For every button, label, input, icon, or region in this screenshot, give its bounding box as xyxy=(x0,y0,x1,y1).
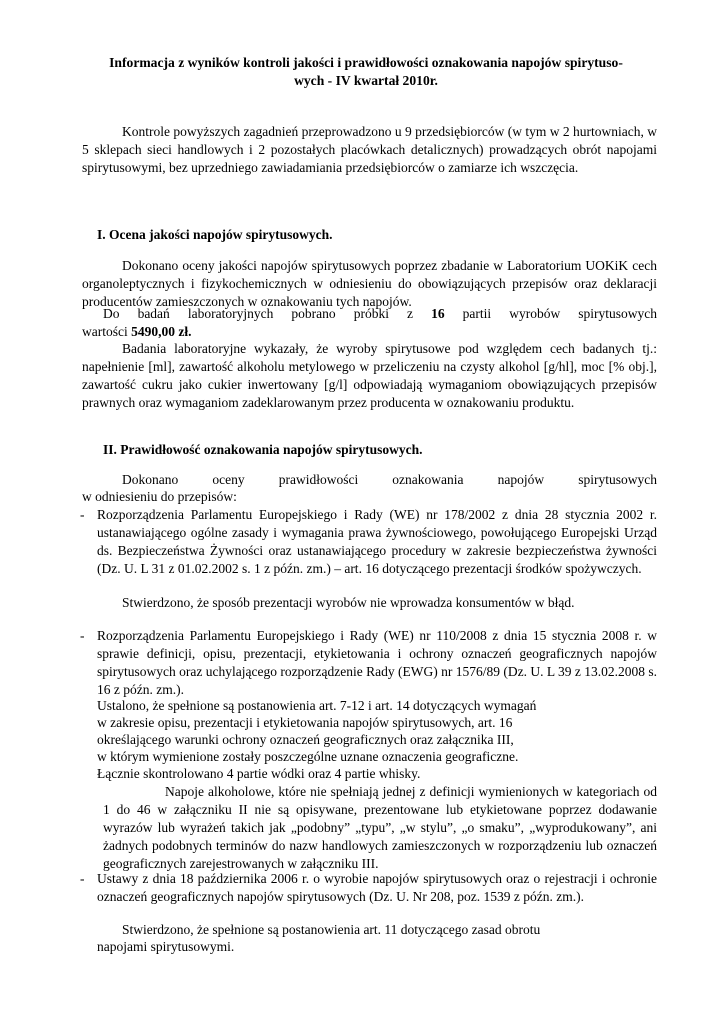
regulation-110-2008-finding-line-2: w zakresie opisu, prezentacji i etykietowania napojów spirytusowych, art. 16 xyxy=(97,715,513,730)
title-line-2: wych - IV kwartał 2010r. xyxy=(294,73,438,88)
regulation-178-2002: Rozporządzenia Parlamentu Europejskiego i Rady (WE) nr 178/2002 z dnia 28 stycznia 2002 r. ustanawiającego ogólne zasady i wymagania prawa żywnościowego, powołującego Europejski Urząd ds. Bezpieczeństwa Żywności oraz ustanawiającego procedury w zakresie bezpieczeństwa żywności (Dz. U. L 31 z 01.02.2002 s. 1 z późn. zm.) – art. 16 dotyczącego prezentacji środków spożywczych. xyxy=(97,507,657,576)
title-line-1: Informacja z wyników kontroli jakości i prawidłowości oznakowania napojów spirytuso- xyxy=(109,55,623,70)
act-2006: Ustawy z dnia 18 października 2006 r. o wyrobie napojów spirytusowych oraz o rejestracji i ochronie oznaczeń geograficznych napojów spirytusowych (Dz. U. Nr 208, poz. 1539 z późn. zm.). xyxy=(97,871,657,904)
labelling-note: Napoje alkoholowe, które nie spełniają jednej z definicji wymienionych w kategoriach od 1 do 46 w załączniku II nie są opisywane, prezentowane lub etykietowane poprzez dodawanie wyrazów lub wyrażeń takich jak „podobny” „typu”, „w stylu”, „o smaku”, „wyprodukowany”, ani żadnych podobnych terminów do nazw handlowych zamieszczonych w rozporządzeniu lub oznaczeń geograficznych zarejestrowanych w załączniku III. xyxy=(103,784,657,871)
regulation-110-2008-finding-line-1: Ustalono, że spełnione są postanowienia art. 7-12 i art. 14 dotyczących wymagań xyxy=(97,698,537,713)
act-2006-finding-line-1: Stwierdzono, że spełnione są postanowienia art. 11 dotyczącego zasad obrotu xyxy=(122,922,541,937)
sampling-text: Do badań laboratoryjnych pobrano próbki z xyxy=(103,306,413,321)
section-2-intro-line-2: w odniesieniu do przepisów: xyxy=(82,489,237,504)
section-2-intro: Dokonano oceny prawidłowości oznakowania napojów spirytusowych xyxy=(122,472,657,487)
sample-value: 5490,00 zł. xyxy=(131,324,192,339)
section-1-paragraph-2-line-1 xyxy=(103,305,657,323)
document-title xyxy=(82,54,650,90)
sample-count: 16 xyxy=(431,306,445,321)
section-1-heading: I. Ocena jakości napojów spirytusowych. xyxy=(97,227,333,242)
regulation-110-2008-finding-line-5: Łącznie skontrolowano 4 partie wódki oraz 4 partie whisky. xyxy=(97,766,421,781)
list-dash-3: - xyxy=(80,871,85,886)
regulation-110-2008-finding-line-3: określającego warunki ochrony oznaczeń geograficznych oraz załącznika III, xyxy=(97,732,514,747)
list-dash-2: - xyxy=(80,628,85,643)
section-1-paragraph-3: Badania laboratoryjne wykazały, że wyroby spirytusowe pod względem cech badanych tj.: napełnienie [ml], zawartość alkoholu metylowego w przeliczeniu na czysty alkohol [g/hl], moc [% obj.], zawartość cukru jako cukier inwertowany [g/l] odpowiadają wymaganiom obowiązujących przepisów prawnych oraz wymaganiom zadeklarowanym przez producenta w oznakowaniu produktu. xyxy=(82,341,657,410)
value-label: wartości xyxy=(82,324,128,339)
section-2-heading: II. Prawidłowość oznakowania napojów spirytusowych. xyxy=(103,442,423,457)
list-dash-1: - xyxy=(80,507,85,522)
regulation-110-2008: Rozporządzenia Parlamentu Europejskiego i Rady (WE) nr 110/2008 z dnia 15 stycznia 2008 r. w sprawie definicji, opisu, prezentacji, etykietowania i ochrony oznaczeń geograficznych napojów spirytusowych oraz uchylającego rozporządzenie Rady (EWG) nr 1576/89 (Dz. U. L 39 z 13.02.2008 s. 16 z późn. zm.). xyxy=(97,628,657,697)
section-1-paragraph-2-line-2 xyxy=(82,323,191,341)
sampling-text-end: partii wyrobów spirytusowych xyxy=(462,306,658,321)
act-2006-finding-line-2: napojami spirytusowymi. xyxy=(97,939,235,954)
regulation-110-2008-finding-line-4: w którym wymienione zostały poszczególne uznane oznaczenia geograficzne. xyxy=(97,749,519,764)
regulation-178-2002-finding: Stwierdzono, że sposób prezentacji wyrobów nie wprowadza konsumentów w błąd. xyxy=(122,595,575,610)
intro-paragraph: Kontrole powyższych zagadnień przeprowadzono u 9 przedsiębiorców (w tym w 2 hurtowniach, w 5 sklepach sieci handlowych i 2 pozostałych placówkach detalicznych) prowadzących obrót napojami spirytusowymi, bez uprzedniego zawiadamiania przedsiębiorców o zamiarze ich wszczęcia. xyxy=(82,124,657,175)
section-1-paragraph-1: Dokonano oceny jakości napojów spirytusowych poprzez zbadanie w Laboratorium UOKiK cech organoleptycznych i fizykochemicznych w odniesieniu do obowiązujących przepisów oraz deklaracji producentów zamieszczonych w oznakowaniu tych napojów. xyxy=(82,258,657,309)
